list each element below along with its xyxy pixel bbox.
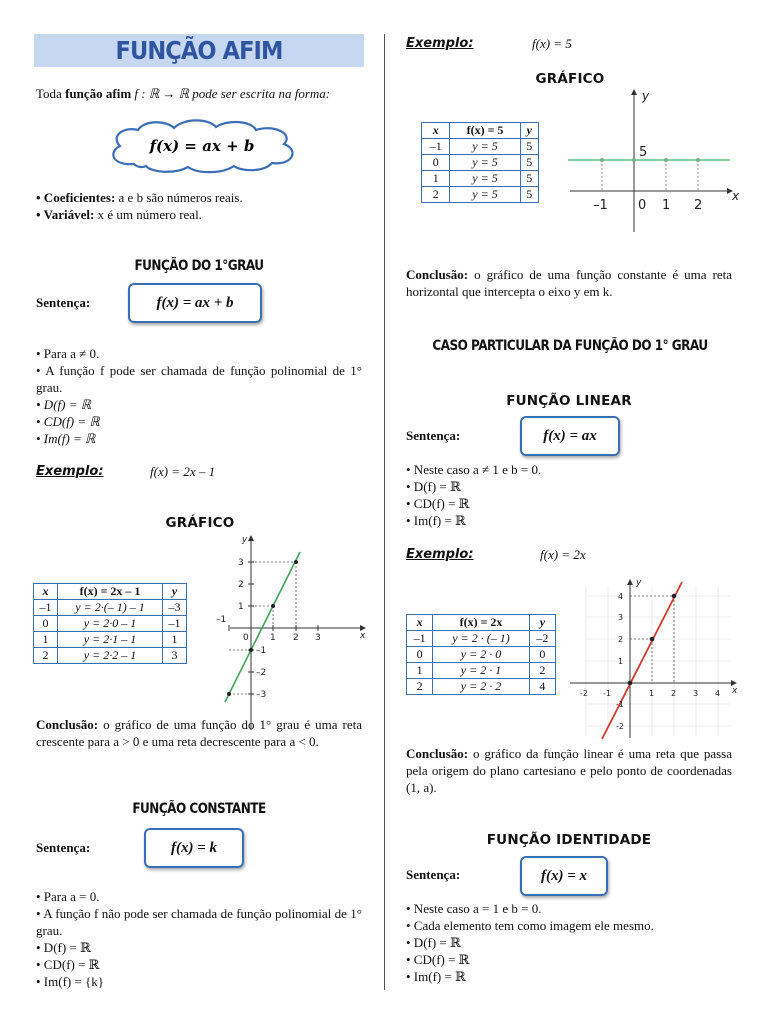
point [600, 158, 604, 162]
sentenca-label-2: Sentença: [36, 840, 91, 855]
primeiro-grau-bullets: • Para a ≠ 0. • A função f pode ser chamada de função polinomial de 1° grau. • D(f) = ℝ • CD(f) = ℝ • Im(f) = ℝ [36, 346, 362, 446]
table-row: 1 y = 2·1 – 1 1 [34, 632, 187, 648]
formula-box-primeiro-grau: f(x) = ax + b [128, 283, 262, 323]
x-tick-label: –1 [593, 198, 608, 213]
table-header: f(x) = 2x – 1 [57, 584, 162, 600]
heading-constante: FUNÇÃO CONSTANTE [132, 801, 266, 817]
value-table-3 [406, 614, 556, 695]
conclusao-3: Conclusão: o gráfico da função linear é uma reta que passa pela origem do plano cartesiano e pelo ponto de coordenadas (1, a). [406, 746, 732, 795]
y-tick-label: 4 [618, 592, 624, 601]
x-tick-label: 4 [715, 689, 721, 698]
exemplo-label-3: Exemplo: [406, 547, 474, 562]
x-tick-label: 2 [293, 633, 299, 643]
table-row: 2 y = 2·2 – 1 3 [34, 648, 187, 664]
point [227, 692, 231, 696]
graph-linear [566, 576, 740, 740]
linear-bullets: • Neste caso a ≠ 1 e b = 0. • D(f) = ℝ • CD(f) = ℝ • Im(f) = ℝ [406, 462, 542, 528]
exemplo-func-2: f(x) = 5 [532, 36, 572, 51]
grafico-label-1: GRÁFICO [165, 515, 235, 531]
x-tick-label: 1 [662, 198, 671, 213]
table-row: –1 y = 2·(– 1) – 1 –3 [34, 600, 187, 616]
y-tick-label: 1 [238, 602, 244, 612]
point [249, 648, 253, 652]
formula-box-identidade: f(x) = x [520, 856, 608, 896]
table-row: 1 y = 5 5 [422, 171, 539, 187]
table-header: y [529, 615, 555, 631]
heading-caso-particular: CASO PARTICULAR DA FUNÇÃO DO 1° GRAU [432, 338, 708, 354]
y-tick-label: –2 [256, 668, 267, 678]
y-tick-label: 5 [639, 145, 648, 160]
heading-primeiro-grau: FUNÇÃO DO 1°GRAU [134, 258, 264, 274]
sentenca-label-4: Sentença: [406, 867, 461, 882]
table-header: f(x) = 5 [450, 123, 520, 139]
x-tick-label: -2 [580, 689, 588, 698]
y-tick-label: -1 [616, 700, 624, 709]
x-axis-label: x [732, 189, 740, 203]
page-title-bar [34, 34, 364, 67]
table-row: –1 y = 2 · (– 1) –2 [407, 631, 556, 647]
x-tick-label: 1 [270, 633, 276, 643]
y-tick-label: 1 [618, 657, 624, 666]
heading-identidade: FUNÇÃO IDENTIDADE [486, 832, 652, 848]
point [632, 158, 636, 162]
table-header: y [520, 123, 538, 139]
graph-constante [562, 86, 742, 234]
graph-primeiro-grau [200, 530, 370, 735]
x-tick-label: 2 [694, 198, 703, 213]
formula-box-linear: f(x) = ax [520, 416, 620, 456]
x-axis-label: x [732, 686, 738, 696]
x-tick-label: –1 [216, 615, 227, 625]
sentenca-label-1: Sentença: [36, 295, 91, 310]
x-tick-label: 3 [315, 633, 321, 643]
formula-box-constante: f(x) = k [144, 828, 244, 868]
y-tick-label: –3 [256, 690, 267, 700]
exemplo-func-1: f(x) = 2x – 1 [150, 464, 216, 479]
identidade-bullets: • Neste caso a = 1 e b = 0. • Cada elemento tem como imagem ele mesmo. • D(f) = ℝ • CD(f) = ℝ • Im(f) = ℝ [406, 901, 654, 984]
grid [586, 586, 730, 736]
x-tick-label: 2 [671, 689, 677, 698]
conclusao-2: Conclusão: o gráfico de uma função constante é uma reta horizontal que intercepta o eixo y em k. [406, 267, 732, 299]
y-tick-label: -2 [616, 722, 624, 731]
formula-cloud [104, 118, 300, 174]
table-header: x [407, 615, 433, 631]
exemplo-label-2: Exemplo: [406, 36, 474, 51]
table-header: y [163, 584, 187, 600]
sentenca-label-3: Sentença: [406, 428, 461, 443]
table-row: 0 y = 2·0 – 1 –1 [34, 616, 187, 632]
cloud-formula-text: f(x) = ax + b [149, 137, 255, 155]
function-line [225, 552, 300, 702]
y-axis-label: y [636, 578, 642, 588]
table-row: –1 y = 5 5 [422, 139, 539, 155]
exemplo-label-1: Exemplo: [36, 464, 104, 479]
page-title: FUNÇÃO AFIM [115, 36, 283, 65]
column-divider [384, 34, 385, 990]
y-axis-label: y [642, 89, 650, 103]
table-row: 0 y = 2 · 0 0 [407, 647, 556, 663]
x-tick-label: -1 [603, 689, 611, 698]
conclusao-1: Conclusão: o gráfico de uma função do 1° grau é uma reta crescente para a > 0 e uma reta decrescente para a < 0. [36, 717, 362, 749]
table-header: x [422, 123, 450, 139]
heading-linear: FUNÇÃO LINEAR [506, 393, 632, 409]
x-tick-label: 1 [649, 689, 655, 698]
exemplo-func-3: f(x) = 2x [540, 547, 586, 562]
function-line [602, 582, 682, 739]
y-tick-label: 3 [618, 613, 624, 622]
table-row: 1 y = 2 · 1 2 [407, 663, 556, 679]
point [672, 594, 677, 599]
y-tick-label: 2 [238, 580, 244, 590]
value-table-2 [421, 122, 539, 203]
point [294, 560, 298, 564]
x-tick-label: 0 [638, 198, 647, 213]
table-header: x [34, 584, 58, 600]
table-row: 2 y = 2 · 2 4 [407, 679, 556, 695]
point [664, 158, 668, 162]
grafico-label-2: GRÁFICO [535, 71, 605, 87]
value-table-1 [33, 583, 187, 664]
table-header: f(x) = 2x [433, 615, 529, 631]
x-tick-label: 3 [693, 689, 699, 698]
x-axis-label: x [360, 631, 366, 641]
table-row: 2 y = 5 5 [422, 187, 539, 203]
table-row: 0 y = 5 5 [422, 155, 539, 171]
y-tick-label: 3 [238, 558, 244, 568]
x-tick-label: 0 [243, 633, 249, 643]
y-tick-label: 2 [618, 635, 624, 644]
variable-text: • Variável: x é um número real. [36, 207, 202, 222]
coefficients-text: • Coeficientes: a e b são números reais. [36, 190, 243, 205]
y-axis-label: y [242, 535, 248, 545]
point [650, 637, 655, 642]
constante-bullets: • Para a = 0. • A função f não pode ser chamada de função polinomial de 1° grau. • D(f) = ℝ • CD(f) = ℝ • Im(f) = {k} [36, 889, 362, 989]
point [696, 158, 700, 162]
point [628, 681, 633, 686]
point [271, 604, 275, 608]
y-tick-label: –1 [256, 646, 267, 656]
intro-paragraph: Toda função afim f : ℝ → ℝ pode ser escrita na forma: [36, 86, 331, 101]
